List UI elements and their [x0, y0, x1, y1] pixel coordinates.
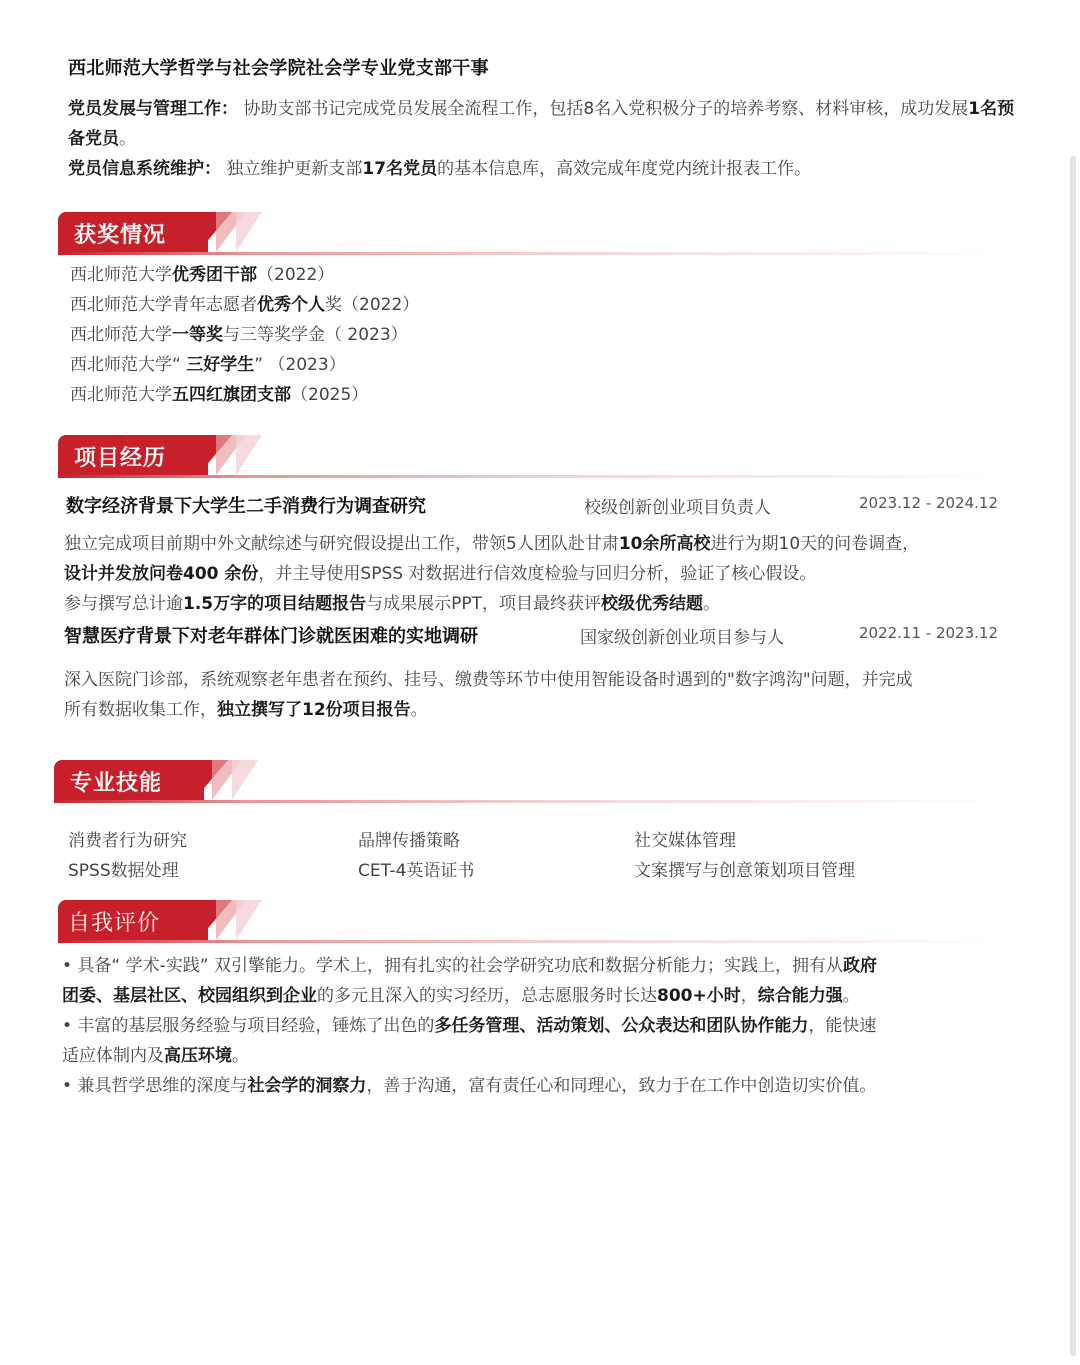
p2l2c: 。 — [410, 700, 428, 720]
award-3-c: 与三等奖学金（ 2023） — [223, 325, 408, 345]
self-eval-2-line-1 — [62, 1011, 1012, 1041]
project-1-name: 数字经济背景下大学生二手消费行为调查研究 — [66, 496, 426, 517]
p2l2a: 所有数据收集工作， — [64, 700, 217, 720]
s2l2c: 。 — [232, 1046, 249, 1066]
s1l1b: 政府 — [843, 956, 877, 976]
s2l2b: 高压环境 — [164, 1046, 232, 1066]
section-skills-header — [54, 760, 1014, 804]
award-2-a: 西北师范大学青年志愿者 — [70, 295, 257, 315]
duty-2-text-b: 17名党员 — [362, 159, 438, 179]
p1l3e: 。 — [703, 594, 721, 614]
p1l1c: 进行为期10天的问卷调查， — [710, 534, 920, 554]
section-awards-title: 获奖情况 — [74, 223, 167, 248]
s2l1b: 多任务管理、活动策划、公众表达和团队协作能力 — [434, 1016, 809, 1036]
p1l2b: ，并主导使用SPSS 对数据进行信效度检验与回归分析，验证了核心假设。 — [258, 564, 817, 584]
s1l2d: ， — [740, 986, 758, 1006]
duty-2-text-a: 独立维护更新支部 — [226, 159, 363, 179]
duty-1-text-c: 。 — [119, 129, 136, 149]
p2l2b: 独立撰写了12份项目报告 — [217, 700, 411, 720]
p1l3c: 与成果展示PPT，项目最终获评 — [366, 594, 602, 614]
s2l2a: 适应体制内及 — [62, 1046, 164, 1066]
p1l1a: 独立完成项目前期中外文献综述与研究假设提出工作，带领5人团队赴甘肃 — [64, 534, 619, 554]
award-4-b: 三好学生 — [186, 355, 255, 375]
project-2-line-2 — [64, 695, 1024, 725]
skill-item: CET-4英语证书 — [358, 861, 475, 881]
project-2-line-1 — [64, 665, 1024, 695]
project-2-name: 智慧医疗背景下对老年群体门诊就医困难的实地调研 — [64, 626, 478, 647]
project-2-role: 国家级创新创业项目参与人 — [580, 628, 784, 648]
duty-1-text-b: 1名预备党员 — [68, 99, 1015, 149]
s1l2b: 的多元且深入的实习经历，总志愿服务时长达 — [317, 986, 657, 1006]
duty-2-label: 党员信息系统维护： — [68, 159, 221, 179]
duty-2 — [68, 154, 1018, 184]
project-2-header — [66, 622, 1006, 652]
award-item — [70, 260, 334, 290]
award-item — [70, 320, 408, 350]
award-2-c: 奖（2022） — [325, 295, 420, 315]
p2l1a: 深入医院门诊部，系统观察老年患者在预约、挂号、缴费等环节中使用智能设备时遇到的"数字鸿沟"问题，并完成 — [64, 670, 913, 690]
s3l1c: ，善于沟通，富有责任心和同理心，致力于在工作中创造切实价值。 — [366, 1076, 877, 1096]
duty-1-label: 党员发展与管理工作： — [68, 99, 238, 119]
project-1-line-2 — [64, 559, 1024, 589]
scrollbar[interactable] — [1070, 156, 1076, 1356]
award-3-b: 一等奖 — [172, 325, 223, 345]
award-5-b: 五四红旗团支部 — [172, 385, 291, 405]
project-1-date: 2023.12 - 2024.12 — [858, 494, 998, 512]
s3l1a: • 兼具哲学思维的深度与 — [62, 1076, 248, 1096]
job-title: 西北师范大学哲学与社会学院社会学专业党支部干事 — [68, 58, 489, 79]
s1l2e: 综合能力强 — [757, 986, 843, 1006]
award-1-c: （2022） — [257, 265, 335, 285]
project-1-line-1 — [64, 529, 1024, 559]
award-4-a: 西北师范大学“ — [70, 355, 187, 375]
award-item — [70, 290, 419, 320]
s1l2c: 800+小时 — [657, 986, 741, 1006]
project-1-header — [66, 492, 1006, 522]
s1l2f: 。 — [842, 986, 860, 1006]
p1l2a: 设计并发放问卷400 余份 — [64, 564, 259, 584]
p1l1b: 10余所高校 — [618, 534, 711, 554]
award-5-a: 西北师范大学 — [70, 385, 172, 405]
section-self-eval-header — [58, 900, 1018, 944]
award-item — [70, 350, 346, 380]
award-2-b: 优秀个人 — [257, 295, 325, 315]
section-awards-header — [58, 212, 1018, 256]
skill-item: 社交媒体管理 — [634, 831, 736, 851]
skill-item: SPSS数据处理 — [68, 861, 179, 881]
s2l1c: ，能快速 — [808, 1016, 877, 1036]
duty-2-text-c: 的基本信息库，高效完成年度党内统计报表工作。 — [437, 159, 812, 179]
project-1-role: 校级创新创业项目负责人 — [584, 498, 771, 518]
self-eval-1-line-2 — [62, 981, 1012, 1011]
award-3-a: 西北师范大学 — [70, 325, 172, 345]
self-eval-1-line-1 — [62, 951, 1012, 981]
p1l3d: 校级优秀结题 — [601, 594, 704, 614]
p1l3b: 1.5万字的项目结题报告 — [183, 594, 367, 614]
skill-item: 品牌传播策略 — [358, 831, 460, 851]
duty-1 — [68, 94, 1018, 154]
award-item — [70, 380, 368, 410]
award-1-a: 西北师范大学 — [70, 265, 172, 285]
skill-item: 文案撰写与创意策划项目管理 — [634, 861, 855, 881]
duty-1-text-a: 协助支部书记完成党员发展全流程工作，包括8名入党积极分子的培养考察、材料审核，成功发展 — [243, 99, 969, 119]
award-4-c: ” （2023） — [254, 355, 346, 375]
section-projects-header — [58, 435, 1018, 479]
self-eval-3-line-1 — [62, 1071, 1012, 1101]
p1l3a: 参与撰写总计逾 — [64, 594, 183, 614]
skill-item: 消费者行为研究 — [68, 831, 187, 851]
project-2-date: 2022.11 - 2023.12 — [858, 624, 998, 642]
section-skills-title: 专业技能 — [70, 771, 163, 796]
s1l2a: 团委、基层社区、校园组织到企业 — [62, 986, 317, 1006]
section-self-eval-title: 自我评价 — [68, 911, 161, 936]
self-eval-2-line-2 — [62, 1041, 1012, 1071]
s3l1b: 社会学的洞察力 — [247, 1076, 367, 1096]
s1l1a: • 具备“ 学术-实践” 双引擎能力。学术上，拥有扎实的社会学研究功底和数据分析能力；实践上，拥有从 — [62, 956, 843, 976]
award-1-b: 优秀团干部 — [172, 265, 257, 285]
s2l1a: • 丰富的基层服务经验与项目经验，锤炼了出色的 — [62, 1016, 435, 1036]
award-5-c: （2025） — [291, 385, 369, 405]
section-projects-title: 项目经历 — [74, 446, 167, 471]
project-1-line-3 — [64, 589, 1024, 619]
